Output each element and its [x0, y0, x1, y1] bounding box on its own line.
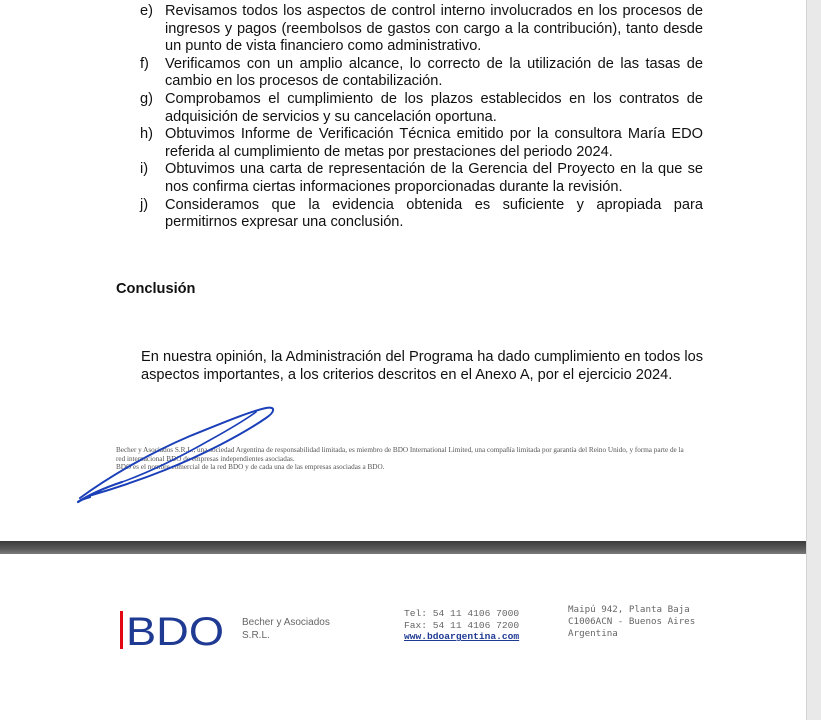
legal-footnote-line: BDO es el nombre comercial de la red BDO y de cada una de las empresas asociadas a BDO. [116, 463, 385, 472]
phone-number: Tel: 54 11 4106 7000 [404, 608, 520, 619]
list-item [140, 197, 703, 232]
list-marker: f) [140, 55, 149, 72]
company-name-line: S.R.L. [242, 630, 270, 641]
viewer-scroll-gutter[interactable] [806, 0, 821, 720]
list-marker: g) [140, 90, 153, 107]
bdo-logo-red-bar [120, 611, 123, 649]
company-name [242, 616, 362, 642]
list-item-text: Verificamos con un amplio alcance, lo correcto de la utilización de las tasas de cambio en los procesos de contabilización. [165, 55, 703, 90]
list-item [140, 91, 703, 126]
handwritten-signature [70, 398, 285, 506]
address-line: C1006ACN - Buenos Aires [568, 615, 696, 627]
procedures-list [140, 3, 703, 232]
list-item-text: Consideramos que la evidencia obtenida es suficiente y apropiada para permitirnos expresar una conclusión. [165, 196, 703, 231]
list-item [140, 56, 703, 91]
page-break-separator [0, 541, 821, 554]
list-item-text: Obtuvimos una carta de representación de la Gerencia del Proyecto en la que se nos confirma ciertas informaciones proporcionadas durante la revisión. [165, 161, 703, 195]
contact-info [404, 608, 519, 643]
list-item-text: Obtuvimos Informe de Verificación Técnica emitido por la consultora María EDO referida al cumplimiento de metas por prestaciones del periodo 2024. [165, 126, 703, 160]
list-marker: j) [140, 196, 149, 213]
list-item [140, 161, 703, 196]
list-item [140, 126, 703, 161]
fax-number: Fax: 54 11 4106 7200 [404, 619, 520, 631]
company-name-line: Becher y Asociados [242, 617, 330, 628]
list-item [140, 3, 703, 56]
address-line: Maipú 942, Planta Baja [568, 604, 690, 615]
website-link[interactable]: www.bdoargentina.com [404, 631, 520, 643]
bdo-logo-text: BDO [126, 610, 224, 653]
list-marker: i) [140, 161, 149, 178]
list-marker: e) [140, 3, 153, 19]
bdo-logo [118, 607, 226, 653]
list-item-text: Revisamos todos los aspectos de control interno involucrados en los procesos de ingresos y pagos (reembolsos de gastos con cargo a la contribución), tanto desde un punto de vista financiero como administrativo. [165, 3, 703, 55]
legal-footnote-line: Becher y Asociados S.R.L., una sociedad Argentina de responsabilidad limitada, es miembro de BDO International Limited, una compañía limitada por garantía del Reino Unido, y forma parte de la red internacional BDO de empresas independientes asociadas. [116, 446, 684, 463]
office-address [568, 604, 695, 639]
list-marker: h) [140, 126, 153, 143]
conclusion-heading: Conclusión [116, 281, 196, 297]
list-item-text: Comprobamos el cumplimiento de los plazos establecidos en los contratos de adquisición de servicios y su cancelación oportuna. [165, 90, 703, 125]
address-line: Argentina [568, 627, 618, 639]
conclusion-paragraph: En nuestra opinión, la Administración del Programa ha dado cumplimiento en todos los aspectos importantes, a los criterios descritos en el Anexo A, por el ejercicio 2024. [141, 349, 703, 383]
